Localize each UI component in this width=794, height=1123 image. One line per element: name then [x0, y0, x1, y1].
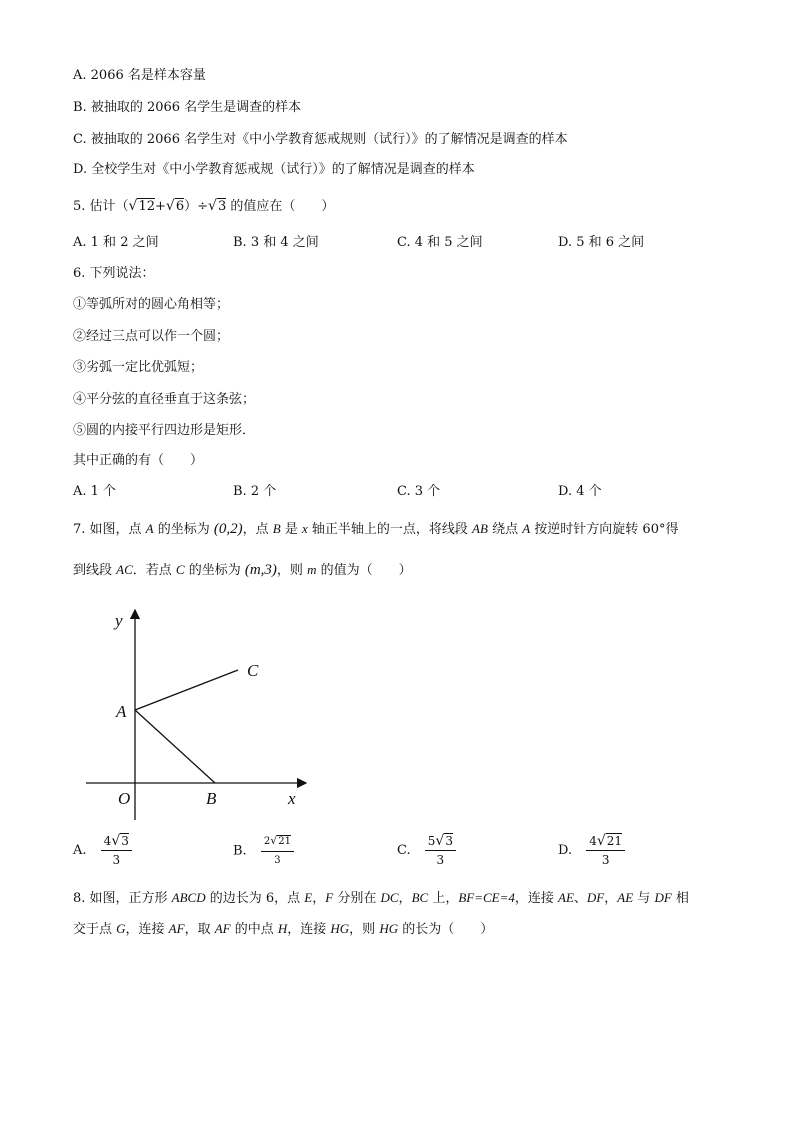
q6-item-1: ①等弧所对的圆心角相等；: [73, 297, 230, 312]
q6-stem: 6. 下列说法：: [73, 266, 155, 281]
q5-option-c: C. 4 和 5 之间: [397, 235, 483, 250]
sqrt-3: 3: [217, 199, 227, 214]
q5-option-b: B. 3 和 4 之间: [233, 235, 319, 250]
q5-option-d: D. 5 和 6 之间: [558, 235, 645, 250]
q8-stem-line1: 8. 如图，正方形 ABCD 的边长为 6，点 E，F 分别在 DC，BC 上，BF=CE=4，连接 AE、DF，AE 与 DF 相: [73, 890, 689, 906]
q7-option-a: A. $\frac{4√3}{3}$: [73, 834, 132, 867]
q5-option-a: A. 1 和 2 之间: [73, 235, 159, 250]
q6-question: 其中正确的有（ ）: [73, 453, 204, 468]
label-b: B: [206, 789, 217, 808]
sqrt-12: 12: [138, 199, 156, 214]
q6-item-2: ②经过三点可以作一个圆；: [73, 329, 230, 344]
q7-stem-line1: 7. 如图，点 A 的坐标为 (0,2)，点 B 是 x 轴正半轴上的一点，将线段 AB 绕点 A 按逆时针方向旋转 60°得: [73, 521, 679, 537]
q4-option-c: C. 被抽取的 2066 名学生对《中小学教育惩戒规则（试行）》的了解情况是调查的样本: [73, 132, 568, 147]
q6-option-b: B. 2 个: [233, 484, 277, 499]
q7-option-b: B. $\frac{2√21}{3}$: [233, 834, 294, 868]
q6-item-4: ④平分弦的直径垂直于这条弦；: [73, 392, 256, 407]
q7-option-d: D. $\frac{4√21}{3}$: [558, 834, 625, 867]
sqrt-6: 6: [175, 199, 185, 214]
q8-stem-line2: 交于点 G，连接 AF，取 AF 的中点 H，连接 HG，则 HG 的长为（ ）: [73, 921, 494, 937]
label-c: C: [247, 661, 259, 680]
q7-coordinate-figure: [78, 598, 328, 828]
q6-option-d: D. 4 个: [558, 484, 602, 499]
q6-item-3: ③劣弧一定比优弧短；: [73, 360, 204, 375]
label-x: x: [288, 789, 296, 808]
q5-stem: 5. 估计（√12+√6）÷√3 的值应在（ ）: [73, 198, 335, 214]
q4-option-b: B. 被抽取的 2066 名学生是调查的样本: [73, 100, 302, 115]
q4-option-d: D. 全校学生对《中小学教育惩戒规（试行）》的了解情况是调查的样本: [73, 162, 475, 177]
q4-option-a: A. 2066 名是样本容量: [73, 68, 206, 83]
label-o: O: [118, 789, 131, 808]
q6-option-a: A. 1 个: [73, 484, 117, 499]
segment-ac: [135, 670, 238, 710]
q7-stem-line2: 到线段 AC．若点 C 的坐标为 (m,3)，则 m 的值为（ ）: [73, 562, 412, 578]
label-a: A: [116, 702, 127, 721]
q7-option-c: C. $\frac{5√3}{3}$: [397, 834, 456, 867]
segment-ab: [135, 710, 215, 783]
q6-item-5: ⑤圆的内接平行四边形是矩形．: [73, 423, 256, 438]
q6-option-c: C. 3 个: [397, 484, 441, 499]
label-y: y: [115, 611, 123, 630]
